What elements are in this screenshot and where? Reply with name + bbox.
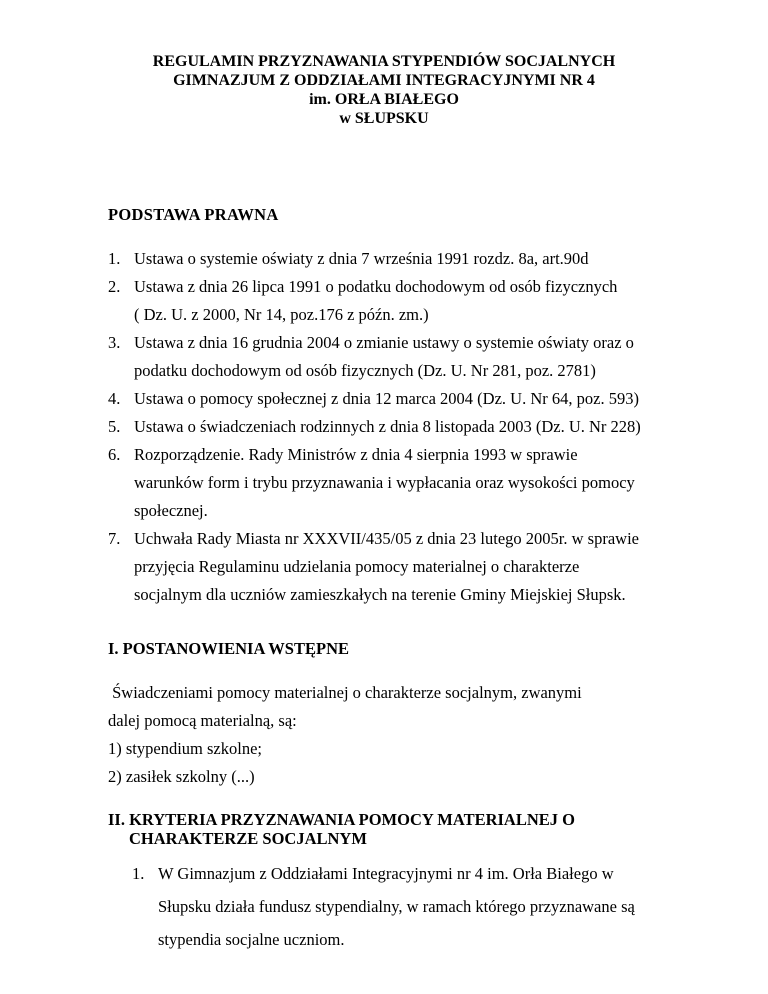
legal-basis-list: [108, 245, 708, 609]
list-line: Ustawa z dnia 16 grudnia 2004 o zmianie ustawy o systemie oświaty oraz o: [134, 333, 634, 352]
title-line-4: w SŁUPSKU: [339, 110, 429, 127]
list-line: Ustawa o pomocy społecznej z dnia 12 marca 2004 (Dz. U. Nr 64, poz. 593): [134, 389, 639, 408]
section-2-heading: [108, 810, 668, 848]
list-line: warunków form i trybu przyznawania i wypłacania oraz wysokości pomocy: [134, 473, 635, 492]
list-line: W Gimnazjum z Oddziałami Integracyjnymi nr 4 im. Orła Białego w: [158, 864, 614, 883]
list-line: Uchwała Rady Miasta nr XXXVII/435/05 z dnia 23 lutego 2005r. w sprawie: [134, 529, 639, 548]
list-number: 2.: [108, 277, 121, 296]
section-1-body: [108, 679, 708, 791]
list-number: 3.: [108, 333, 121, 352]
section-2-heading-line-2: CHARAKTERZE SOCJALNYM: [129, 829, 367, 848]
title-line-1: REGULAMIN PRZYZNAWANIA STYPENDIÓW SOCJALNYCH: [152, 53, 616, 70]
paragraph-line: 1) stypendium szkolne;: [108, 739, 262, 758]
list-line: podatku dochodowym od osób fizycznych (Dz. U. Nr 281, poz. 2781): [134, 361, 596, 380]
list-line: społecznej.: [134, 501, 208, 520]
list-item: [108, 245, 708, 273]
list-line: Ustawa o świadczeniach rodzinnych z dnia 8 listopada 2003 (Dz. U. Nr 228): [134, 417, 641, 436]
list-line: Ustawa z dnia 26 lipca 1991 o podatku dochodowym od osób fizycznych: [134, 277, 618, 296]
list-item: [132, 857, 712, 956]
list-number: 5.: [108, 417, 121, 436]
section-2-heading-line-1: II. KRYTERIA PRZYZNAWANIA POMOCY MATERIALNEJ O: [108, 810, 575, 829]
section-1-heading: I. POSTANOWIENIA WSTĘPNE: [108, 639, 349, 658]
list-line: przyjęcia Regulaminu udzielania pomocy materialnej o charakterze: [134, 557, 580, 576]
list-line: Słupsku działa fundusz stypendialny, w ramach którego przyznawane są: [158, 897, 635, 916]
list-line: stypendia socjalne uczniom.: [158, 930, 345, 949]
list-item: [108, 525, 708, 609]
paragraph-line: Świadczeniami pomocy materialnej o charakterze socjalnym, zwanymi: [108, 683, 582, 702]
list-item: [108, 273, 708, 329]
paragraph-line: dalej pomocą materialną, są:: [108, 711, 297, 730]
list-number: 1.: [108, 249, 121, 268]
list-item: [108, 329, 708, 385]
list-line: socjalnym dla uczniów zamieszkałych na terenie Gminy Miejskiej Słupsk.: [134, 585, 626, 604]
title-line-2: GIMNAZJUM Z ODDZIAŁAMI INTEGRACYJNYMI NR 4: [173, 72, 595, 89]
list-number: 6.: [108, 445, 121, 464]
criteria-list: [132, 857, 712, 956]
list-line: Ustawa o systemie oświaty z dnia 7 września 1991 rozdz. 8a, art.90d: [134, 249, 589, 268]
list-item: [108, 441, 708, 525]
list-number: 1.: [132, 864, 145, 883]
title-line-3: im. ORŁA BIAŁEGO: [309, 91, 459, 108]
list-line: ( Dz. U. z 2000, Nr 14, poz.176 z późn. zm.): [134, 305, 429, 324]
list-number: 7.: [108, 529, 121, 548]
list-number: 4.: [108, 389, 121, 408]
legal-basis-heading: PODSTAWA PRAWNA: [108, 205, 279, 224]
list-item: [108, 413, 708, 441]
paragraph-line: 2) zasiłek szkolny (...): [108, 767, 255, 786]
list-item: [108, 385, 708, 413]
document-title: [0, 52, 768, 128]
list-line: Rozporządzenie. Rady Ministrów z dnia 4 sierpnia 1993 w sprawie: [134, 445, 578, 464]
